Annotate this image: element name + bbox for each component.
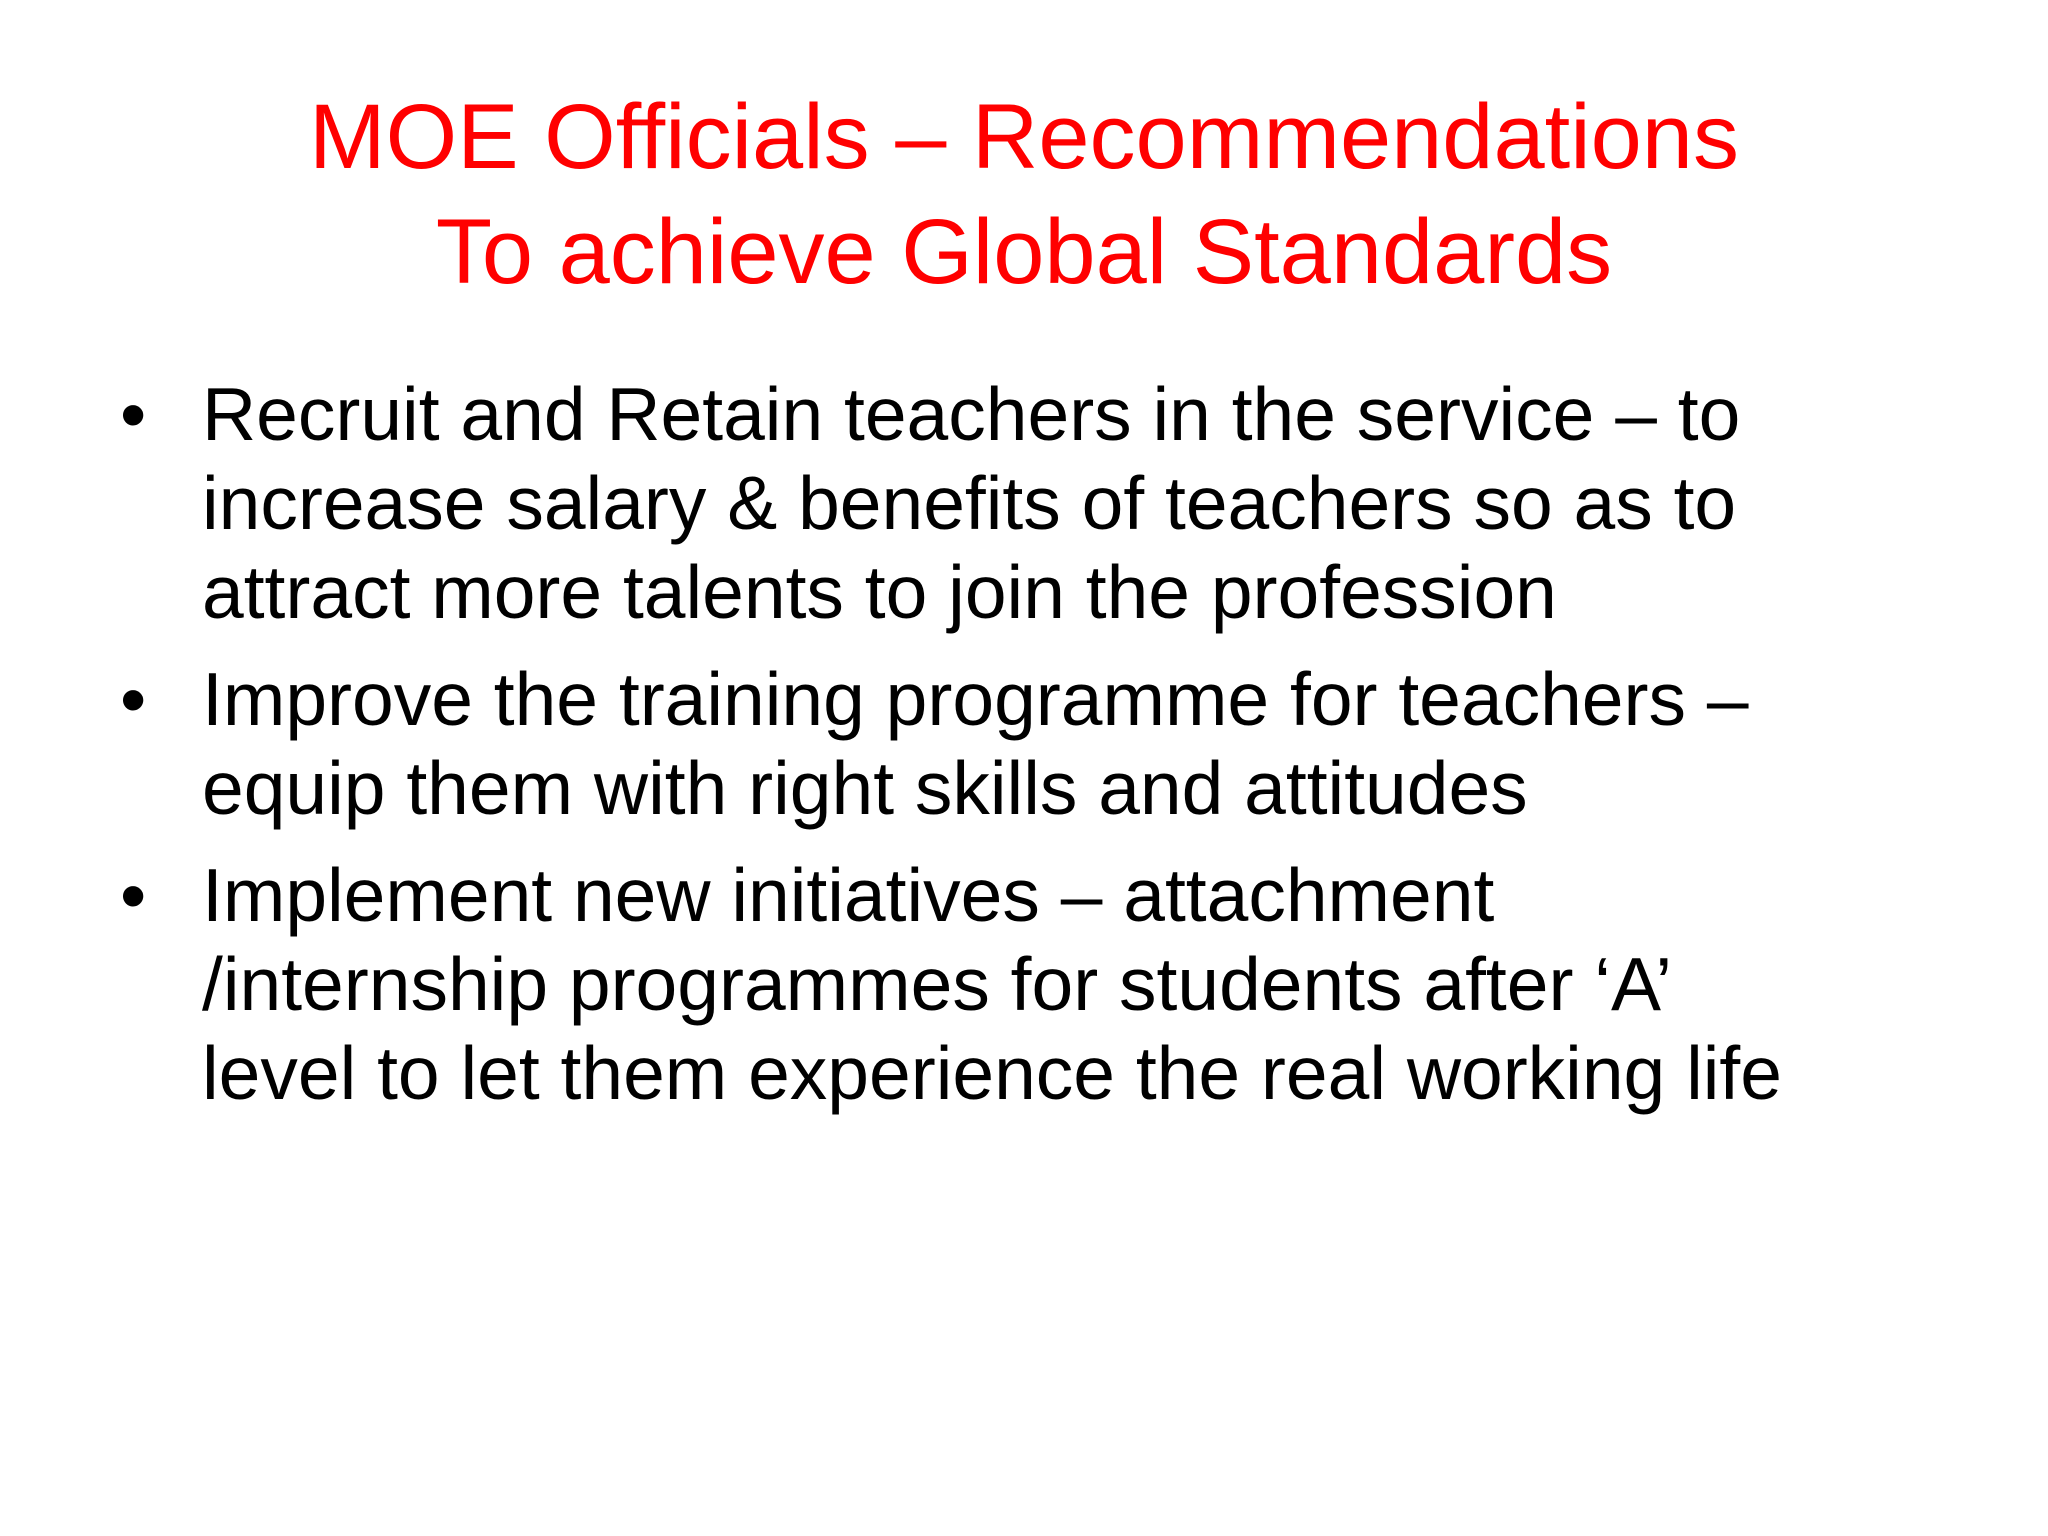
bullet-item-initiatives	[120, 851, 1960, 1118]
bullet-list	[120, 370, 1960, 1136]
slide-title	[0, 80, 2048, 310]
bullet-line: equip them with right skills and attitudes	[202, 746, 1528, 830]
bullet-dot-icon: •	[120, 657, 147, 741]
bullet-line: level to let them experience the real working life	[202, 1031, 1782, 1115]
bullet-line: increase salary & benefits of teachers so as to	[202, 461, 1737, 545]
bullet-item-recruit-retain	[120, 370, 1960, 637]
bullet-item-training	[120, 655, 1960, 833]
slide-title-line-1: MOE Officials – Recommendations	[309, 86, 1739, 188]
bullet-line: attract more talents to join the profession	[202, 550, 1557, 634]
slide-title-line-2: To achieve Global Standards	[435, 201, 1613, 303]
bullet-line: /internship programmes for students after ‘A’	[202, 942, 1673, 1026]
bullet-line: Recruit and Retain teachers in the service – to	[202, 372, 1741, 456]
bullet-dot-icon: •	[120, 853, 147, 937]
bullet-line: Implement new initiatives – attachment	[202, 853, 1495, 937]
bullet-dot-icon: •	[120, 372, 147, 456]
bullet-line: Improve the training programme for teachers –	[202, 657, 1749, 741]
